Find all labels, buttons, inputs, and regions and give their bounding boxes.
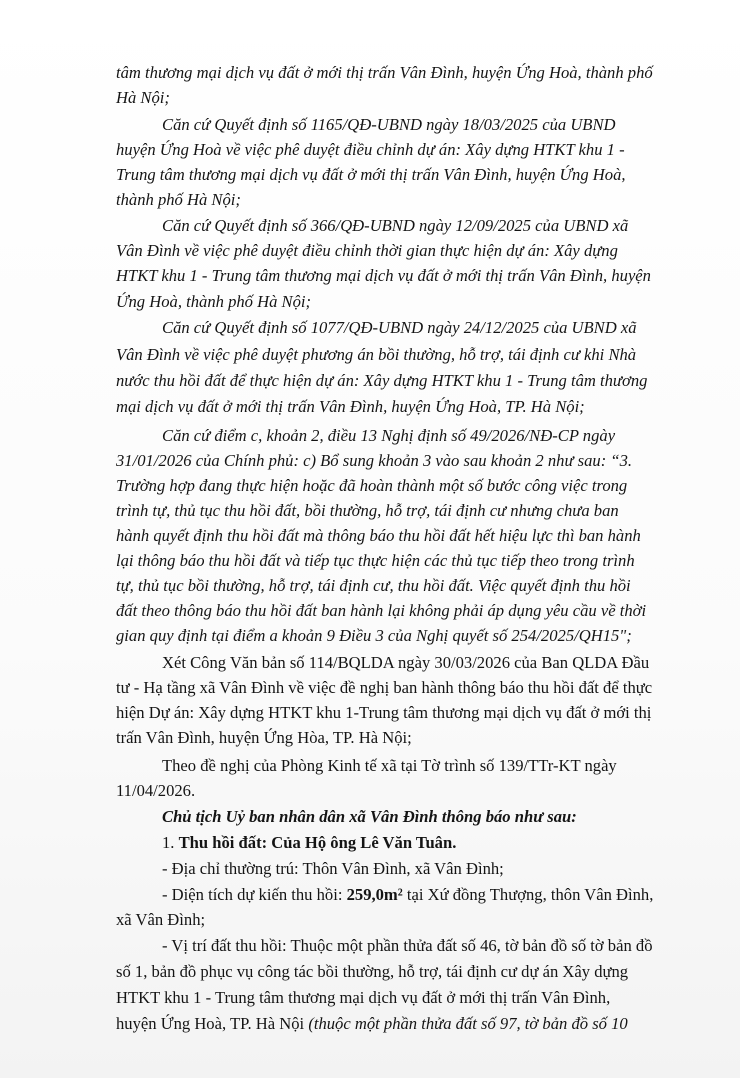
text-line: tư - Hạ tầng xã Vân Đình về việc đề nghị ban hành thông báo thu hồi đất để thực — [116, 678, 653, 697]
text-line: trấn Vân Đình, huyện Ứng Hòa, TP. Hà Nội; — [116, 728, 412, 747]
text-line: trình tự, thủ tục thu hồi đất, bồi thường, hỗ trợ, tái định cư nhưng chưa ban — [116, 501, 619, 520]
text-line: - Địa chỉ thường trú: Thôn Vân Đình, xã Vân Đình; — [162, 859, 504, 878]
area-label: - Diện tích dự kiến thu hồi: — [162, 885, 347, 904]
text-line: số 1, bản đồ phục vụ công tác bồi thường, hỗ trợ, tái định cư dự án Xây dựng — [116, 962, 629, 981]
item-title-bold: Thu hồi đất: Của Hộ ông Lê Văn Tuân. — [178, 833, 457, 852]
text-line: HTKT khu 1 - Trung tâm thương mại dịch vụ đất ở mới thị trấn Vân Đình, huyện — [116, 266, 651, 285]
text-line: nước thu hồi đất để thực hiện dự án: Xây dựng HTKT khu 1 - Trung tâm thương — [116, 371, 648, 390]
text-line: Căn cứ Quyết định số 1165/QĐ-UBND ngày 18/03/2025 của UBND — [162, 115, 616, 134]
text-line: Ứng Hoà, thành phố Hà Nội; — [116, 292, 312, 311]
text-line: tự, thủ tục bồi thường, hỗ trợ, tái định cư, thu hồi đất. Việc quyết định thu hồi — [116, 576, 631, 595]
text-line: Vân Đình về việc phê duyệt điều chỉnh thời gian thực hiện dự án: Xây dựng — [116, 241, 618, 260]
text-line: - Vị trí đất thu hồi: Thuộc một phần thửa đất số 46, tờ bản đồ số tờ bản đồ — [162, 936, 653, 955]
text-line: Trung tâm thương mại dịch vụ đất ở mới thị trấn Vân Đình, huyện Ứng Hoà, — [116, 165, 626, 184]
text-line — [116, 1013, 628, 1035]
text-line: tâm thương mại dịch vụ đất ở mới thị trấn Vân Đình, huyện Ứng Hoà, thành phố — [116, 63, 653, 82]
section-item-title — [162, 832, 456, 854]
text-line: Căn cứ Quyết định số 366/QĐ-UBND ngày 12/09/2025 của UBND xã — [162, 216, 629, 235]
text-line: hiện Dự án: Xây dựng HTKT khu 1-Trung tâm thương mại dịch vụ đất ở mới thị — [116, 703, 652, 722]
text-line: lại thông báo thu hồi đất và tiếp tục thực hiện các thủ tục tiếp theo trong trình — [116, 551, 635, 570]
location-note: (thuộc một phần thửa đất số 97, tờ bản đồ số 10 — [308, 1014, 628, 1033]
section-heading: Chủ tịch Uỷ ban nhân dân xã Vân Đình thông báo như sau: — [162, 807, 577, 826]
text-line: mại dịch vụ đất ở mới thị trấn Vân Đình, huyện Ứng Hoà, TP. Hà Nội; — [116, 397, 585, 416]
text-line: đất theo thông báo thu hồi đất ban hành lại không phải áp dụng yêu cầu về thời — [116, 601, 647, 620]
text-line: Hà Nội; — [116, 88, 170, 107]
text-line: HTKT khu 1 - Trung tâm thương mại dịch vụ đất ở mới thị trấn Vân Đình, — [116, 988, 611, 1007]
text-line: Xét Công Văn bản số 114/BQLDA ngày 30/03/2026 của Ban QLDA Đầu — [162, 653, 650, 672]
text-line: Căn cứ điểm c, khoản 2, điều 13 Nghị định số 49/2026/NĐ-CP ngày — [162, 426, 616, 445]
text-line: Vân Đình về việc phê duyệt phương án bồi thường, hỗ trợ, tái định cư khi Nhà — [116, 345, 637, 364]
text-line: huyện Ứng Hoà về việc phê duyệt điều chỉnh dự án: Xây dựng HTKT khu 1 - — [116, 140, 625, 159]
text-line: 11/04/2026. — [116, 781, 196, 800]
text-line: 31/01/2026 của Chính phủ: c) Bổ sung khoản 3 vào sau khoản 2 như sau: “3. — [116, 451, 633, 470]
text-line: hành quyết định thu hồi đất mà thông báo thu hồi đất hết hiệu lực thì ban hành — [116, 526, 641, 545]
text-line: Trường hợp đang thực hiện hoặc đã hoàn thành một số bước công việc trong — [116, 476, 628, 495]
area-value: 259,0m² — [346, 885, 403, 904]
item-number: 1. — [162, 833, 179, 852]
text-line: xã Vân Đình; — [116, 910, 206, 929]
text-line: thành phố Hà Nội; — [116, 190, 241, 209]
text-line: Theo đề nghị của Phòng Kinh tế xã tại Tờ trình số 139/TTr-KT ngày — [162, 756, 617, 775]
location-text: huyện Ứng Hoà, TP. Hà Nội — [116, 1014, 309, 1033]
text-line: Căn cứ Quyết định số 1077/QĐ-UBND ngày 24/12/2025 của UBND xã — [162, 318, 637, 337]
area-location: tại Xứ đồng Thượng, thôn Vân Đình, — [402, 885, 654, 904]
text-line — [162, 884, 653, 906]
text-line: gian quy định tại điểm a khoản 9 Điều 3 của Nghị quyết số 254/2025/QH15"; — [116, 626, 632, 645]
